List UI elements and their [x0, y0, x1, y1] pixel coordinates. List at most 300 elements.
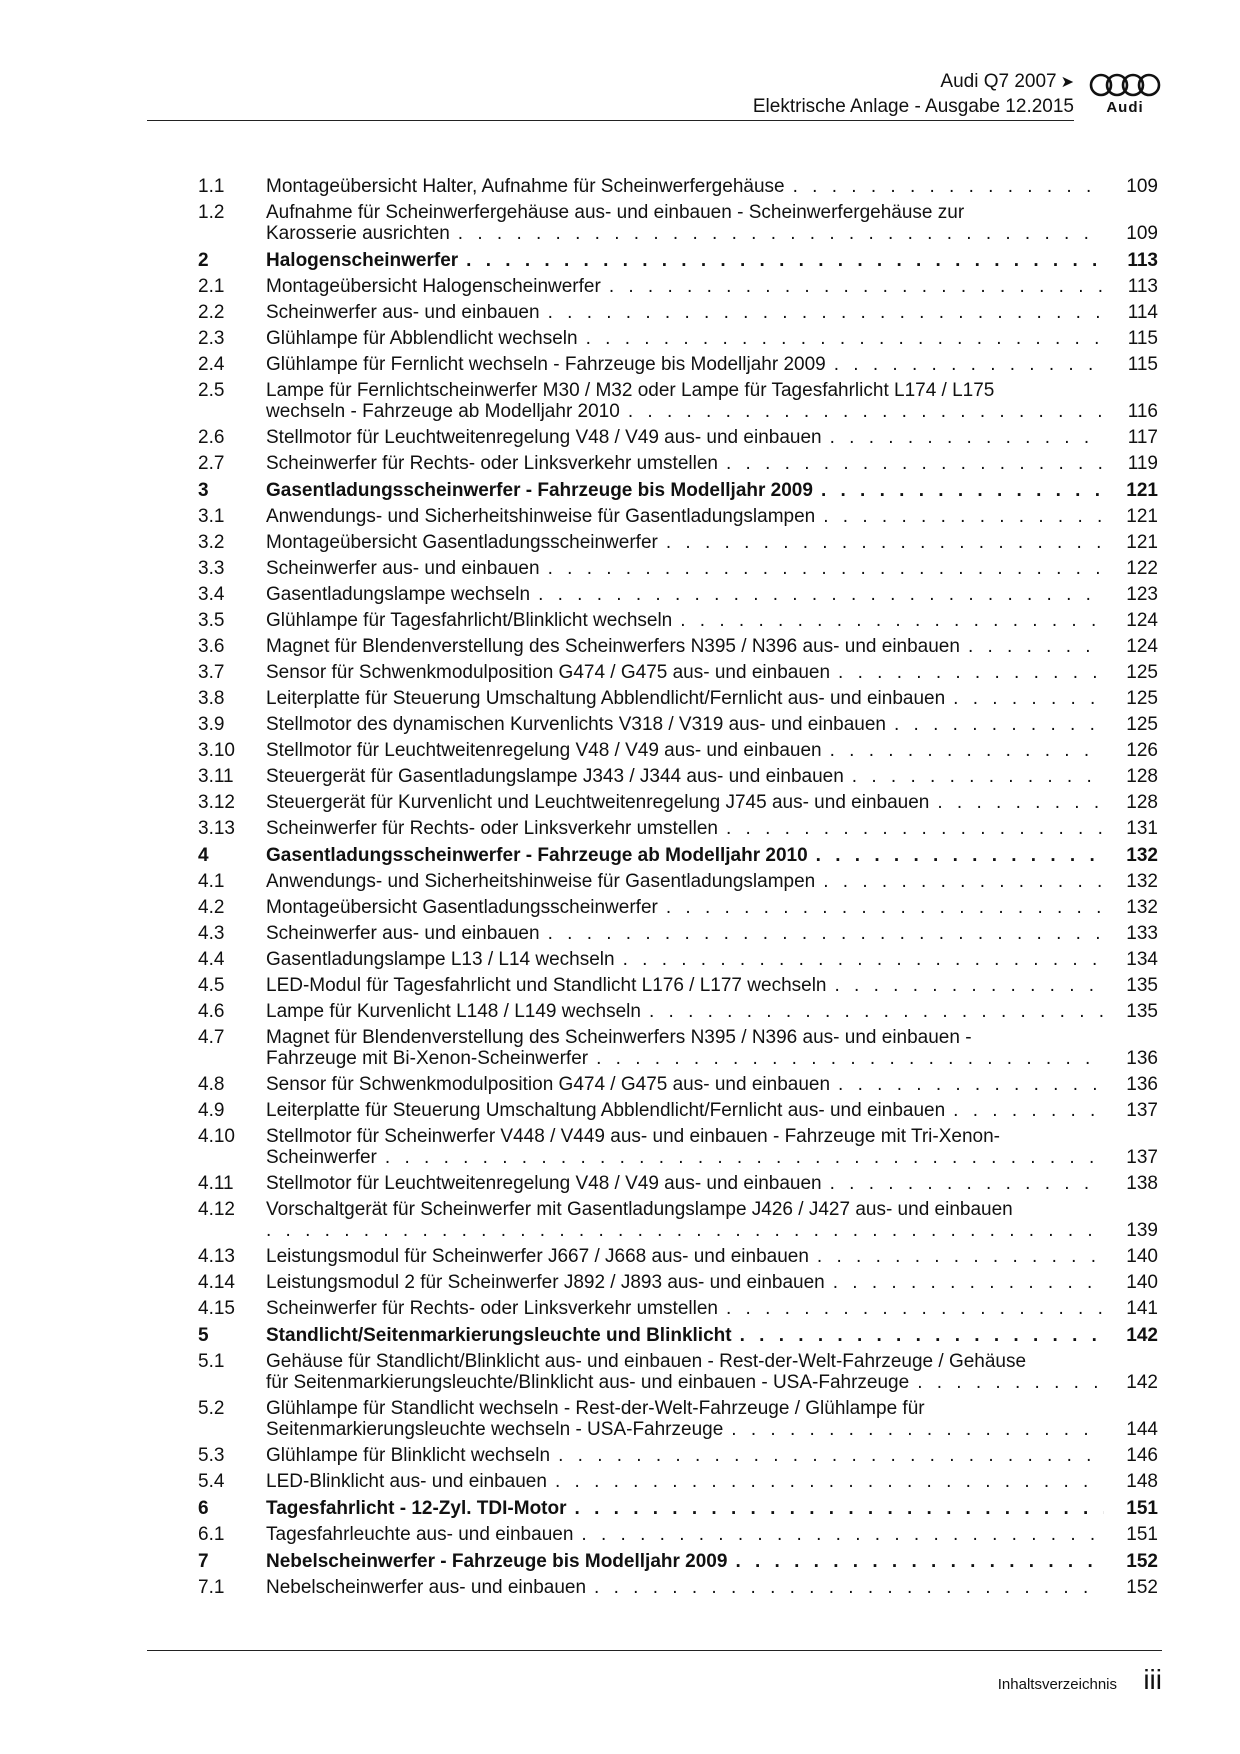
- toc-entry[interactable]: [198, 662, 1158, 683]
- toc-entry-title: Nebelscheinwerfer - Fahrzeuge bis Modelljahr 2009: [266, 1551, 728, 1572]
- toc-dot-leader: [548, 558, 1104, 579]
- toc-entry-title: Standlicht/Seitenmarkierungsleuchte und Blinklicht: [266, 1325, 732, 1346]
- toc-entry-line: [266, 1048, 1110, 1069]
- toc-entry-number: 4.9: [198, 1100, 225, 1121]
- toc-entry-line: [266, 328, 1110, 349]
- toc-entry-body: [266, 845, 1110, 866]
- toc-entry-title: Gasentladungsscheinwerfer - Fahrzeuge ab Modelljahr 2010: [266, 845, 808, 866]
- toc-entry-body: [266, 818, 1110, 839]
- audi-logo: [1088, 73, 1162, 116]
- toc-entry-number: 4.5: [198, 975, 225, 996]
- toc-dot-leader: [726, 818, 1104, 839]
- toc-dot-leader: [666, 897, 1104, 918]
- toc-entry-title: Scheinwerfer für Rechts- oder Linksverkehr umstellen: [266, 1298, 718, 1319]
- toc-page-number: 124: [1126, 610, 1158, 631]
- toc-page-number: 123: [1126, 584, 1158, 605]
- toc-page-number: 139: [1126, 1220, 1158, 1241]
- toc-entry[interactable]: [198, 975, 1158, 996]
- toc-entry[interactable]: [198, 1173, 1158, 1194]
- toc-entry-title: Anwendungs- und Sicherheitshinweise für Gasentladungslampen: [266, 506, 816, 527]
- toc-dot-leader: [816, 845, 1104, 866]
- toc-entry[interactable]: [198, 276, 1158, 297]
- toc-entry-body: [266, 1126, 1110, 1168]
- toc-entry-line: [266, 688, 1110, 709]
- toc-page-number: 113: [1127, 250, 1158, 271]
- toc-entry-title: Sensor für Schwenkmodulposition G474 / G475 aus- und einbauen: [266, 1074, 831, 1095]
- footer-divider: [147, 1650, 1162, 1651]
- toc-entry-body: [266, 923, 1110, 944]
- toc-entry-line: [266, 1272, 1110, 1293]
- toc-entry-title: Scheinwerfer: [266, 1147, 377, 1168]
- toc-entry[interactable]: [198, 506, 1158, 527]
- toc-entry[interactable]: [198, 792, 1158, 813]
- toc-page-number: 128: [1126, 792, 1158, 813]
- toc-entry-number: 4.10: [198, 1126, 235, 1147]
- toc-entry-number: 3.3: [198, 558, 225, 579]
- toc-entry[interactable]: [198, 871, 1158, 892]
- toc-entry-number: 3.12: [198, 792, 235, 813]
- toc-page-number: 113: [1127, 276, 1158, 297]
- toc-entry-title: Montageübersicht Halogenscheinwerfer: [266, 276, 601, 297]
- toc-entry-number: 1.1: [198, 176, 225, 197]
- toc-entry[interactable]: [198, 740, 1158, 761]
- toc-entry-body: [266, 427, 1110, 448]
- toc-entry-body: [266, 1100, 1110, 1121]
- toc-dot-leader: [937, 792, 1104, 813]
- toc-chapter[interactable]: [198, 480, 1158, 501]
- toc-page-number: 135: [1126, 1001, 1158, 1022]
- toc-entry[interactable]: [198, 1445, 1158, 1466]
- toc-entry-line: [266, 975, 1110, 996]
- toc-entry-body: [266, 1001, 1110, 1022]
- toc-entry-title: Leistungsmodul für Scheinwerfer J667 / J668 aus- und einbauen: [266, 1246, 809, 1267]
- header-subtitle: Elektrische Anlage - Ausgabe 12.2015: [752, 96, 1074, 117]
- toc-entry-line: [266, 1100, 1110, 1121]
- toc-entry-title: LED-Modul für Tagesfahrlicht und Standlicht L176 / L177 wechseln: [266, 975, 827, 996]
- toc-entry-number: 2.6: [198, 427, 225, 448]
- toc-entry-number: 3.4: [198, 584, 225, 605]
- toc-dot-leader: [953, 688, 1104, 709]
- toc-page-number: 115: [1127, 354, 1158, 375]
- toc-entry-title: Steuergerät für Kurvenlicht und Leuchtweitenregelung J745 aus- und einbauen: [266, 792, 930, 813]
- toc-entry-title-first-line: Gehäuse für Standlicht/Blinklicht aus- und einbauen - Rest-der-Welt-Fahrzeuge / Gehäuse: [266, 1351, 1027, 1372]
- toc-dot-leader: [726, 1298, 1104, 1319]
- toc-entry[interactable]: [198, 1100, 1158, 1121]
- toc-dot-leader: [581, 1524, 1104, 1545]
- toc-entry-number: 4.6: [198, 1001, 225, 1022]
- toc-entry[interactable]: [198, 302, 1158, 323]
- toc-entry-number: 4.13: [198, 1246, 235, 1267]
- toc-entry-number: 4.11: [198, 1173, 234, 1194]
- toc-entry-title: Anwendungs- und Sicherheitshinweise für Gasentladungslampen: [266, 871, 816, 892]
- toc-entry-body: [266, 714, 1110, 735]
- toc-entry-body: [266, 1398, 1110, 1440]
- toc-entry-title: Tagesfahrlicht - 12-Zyl. TDI-Motor: [266, 1498, 567, 1519]
- toc-entry[interactable]: [198, 610, 1158, 631]
- toc-entry-line: [266, 354, 1110, 375]
- toc-dot-leader: [833, 1272, 1104, 1293]
- toc-page-number: 114: [1127, 302, 1158, 323]
- toc-page-number: 148: [1126, 1471, 1158, 1492]
- toc-dot-leader: [823, 871, 1104, 892]
- toc-entry-title: Magnet für Blendenverstellung des Scheinwerfers N395 / N396 aus- und einbauen: [266, 636, 960, 657]
- toc-page-number: 140: [1126, 1246, 1158, 1267]
- toc-entry-body: [266, 897, 1110, 918]
- toc-dot-leader: [558, 1445, 1104, 1466]
- toc-entry-number: 4.2: [198, 897, 225, 918]
- toc-entry[interactable]: [198, 1126, 1158, 1168]
- toc-entry-line: [266, 714, 1110, 735]
- toc-entry-number: 5: [198, 1325, 209, 1346]
- toc-entry-title: Steuergerät für Gasentladungslampe J343 / J344 aus- und einbauen: [266, 766, 844, 787]
- toc-entry-line: [266, 532, 1110, 553]
- toc-entry-body: [266, 1325, 1110, 1346]
- toc-entry[interactable]: [198, 1298, 1158, 1319]
- toc-dot-leader: [466, 250, 1104, 271]
- toc-entry-body: [266, 871, 1110, 892]
- toc-page-number: 134: [1126, 949, 1158, 970]
- header-text: [753, 70, 1074, 119]
- toc-entry[interactable]: [198, 1027, 1158, 1069]
- toc-page-number: 137: [1126, 1147, 1158, 1168]
- toc-dot-leader: [740, 1325, 1104, 1346]
- toc-entry-number: 3.13: [198, 818, 235, 839]
- toc-dot-leader: [968, 636, 1104, 657]
- toc-page-number: 144: [1126, 1419, 1158, 1440]
- toc-entry-title: Scheinwerfer aus- und einbauen: [266, 923, 540, 944]
- toc-page-number: 121: [1126, 532, 1158, 553]
- toc-dot-leader: [731, 1419, 1104, 1440]
- toc-entry-body: [266, 662, 1110, 683]
- toc-entry[interactable]: [198, 1351, 1158, 1393]
- toc-dot-leader: [821, 480, 1104, 501]
- toc-entry-title: Lampe für Kurvenlicht L148 / L149 wechseln: [266, 1001, 641, 1022]
- toc-entry-title: Montageübersicht Gasentladungsscheinwerfer: [266, 897, 658, 918]
- toc-entry[interactable]: [198, 328, 1158, 349]
- toc-entry-line: [266, 845, 1110, 866]
- toc-entry-body: [266, 506, 1110, 527]
- header-divider: [147, 120, 1074, 121]
- toc-entry-title: Karosserie ausrichten: [266, 223, 450, 244]
- toc-entry-body: [266, 1246, 1110, 1267]
- toc-entry-line: [266, 923, 1110, 944]
- toc-entry-title: Montageübersicht Halter, Aufnahme für Scheinwerfergehäuse: [266, 176, 785, 197]
- toc-entry[interactable]: [198, 1246, 1158, 1267]
- toc-entry-number: 4.14: [198, 1272, 235, 1293]
- toc-page-number: 125: [1126, 688, 1158, 709]
- toc-entry-line: [266, 1419, 1110, 1440]
- toc-entry-number: 3.9: [198, 714, 225, 735]
- toc-page-number: 121: [1126, 480, 1158, 501]
- toc-entry-line: [266, 558, 1110, 579]
- toc-entry-line: [266, 1372, 1110, 1393]
- toc-entry[interactable]: [198, 1001, 1158, 1022]
- toc-entry-line: [266, 1246, 1110, 1267]
- toc-entry-line: [266, 1577, 1110, 1598]
- toc-entry-line: [266, 740, 1110, 761]
- toc-entry-title: Halogenscheinwerfer: [266, 250, 459, 271]
- toc-entry-number: 4.15: [198, 1298, 235, 1319]
- toc-entry-body: [266, 610, 1110, 631]
- toc-page-number: 142: [1126, 1372, 1158, 1393]
- toc-entry[interactable]: [198, 949, 1158, 970]
- toc-entry-number: 3.7: [198, 662, 225, 683]
- toc-dot-leader: [852, 766, 1104, 787]
- toc-entry[interactable]: [198, 532, 1158, 553]
- toc-entry-title-first-line: Magnet für Blendenverstellung des Scheinwerfers N395 / N396 aus- und einbauen -: [266, 1027, 972, 1048]
- toc-dot-leader: [548, 923, 1104, 944]
- toc-entry-title: LED-Blinklicht aus- und einbauen: [266, 1471, 547, 1492]
- toc-entry[interactable]: [198, 636, 1158, 657]
- toc-dot-leader: [538, 584, 1104, 605]
- toc-entry-line: [266, 1220, 1110, 1241]
- toc-entry-title: Stellmotor für Leuchtweitenregelung V48 / V49 aus- und einbauen: [266, 740, 822, 761]
- toc-entry-title-first-line: Vorschaltgerät für Scheinwerfer mit Gasentladungslampe J426 / J427 aus- und einbauen: [266, 1199, 1013, 1220]
- toc-entry[interactable]: [198, 1199, 1158, 1241]
- toc-dot-leader: [594, 1577, 1104, 1598]
- toc-entry[interactable]: [198, 1074, 1158, 1095]
- header-model: Audi Q7 2007: [940, 71, 1057, 92]
- toc-entry-body: [266, 250, 1110, 271]
- toc-entry-title: Scheinwerfer für Rechts- oder Linksverkehr umstellen: [266, 818, 718, 839]
- toc-entry-line: [266, 427, 1110, 448]
- toc-dot-leader: [649, 1001, 1104, 1022]
- toc-page-number: 125: [1126, 662, 1158, 683]
- toc-entry-line: [266, 1445, 1110, 1466]
- toc-entry-body: [266, 766, 1110, 787]
- toc-entry-body: [266, 1471, 1110, 1492]
- toc-page-number: 109: [1126, 176, 1158, 197]
- toc-entry[interactable]: [198, 558, 1158, 579]
- toc-page-number: 136: [1126, 1074, 1158, 1095]
- toc-dot-leader: [385, 1147, 1104, 1168]
- toc-entry-title: Scheinwerfer aus- und einbauen: [266, 302, 540, 323]
- toc-entry-title: Leiterplatte für Steuerung Umschaltung Abblendlicht/Fernlicht aus- und einbauen: [266, 1100, 946, 1121]
- toc-page-number: 140: [1126, 1272, 1158, 1293]
- toc-entry-number: 4.7: [198, 1027, 225, 1048]
- toc-entry-body: [266, 975, 1110, 996]
- toc-entry[interactable]: [198, 176, 1158, 197]
- toc-entry-body: [266, 1298, 1110, 1319]
- toc-entry-line: [266, 792, 1110, 813]
- toc-dot-leader: [917, 1372, 1104, 1393]
- toc-entry-title: Stellmotor für Leuchtweitenregelung V48 / V49 aus- und einbauen: [266, 1173, 822, 1194]
- toc-dot-leader: [609, 276, 1104, 297]
- toc-entry-line: [266, 276, 1110, 297]
- toc-chapter[interactable]: [198, 250, 1158, 271]
- toc-entry-line: [266, 1001, 1110, 1022]
- toc-entry-number: 7: [198, 1551, 209, 1572]
- toc-entry-line: [266, 1551, 1110, 1572]
- toc-dot-leader: [817, 1246, 1104, 1267]
- toc-entry-line: [266, 949, 1110, 970]
- toc-entry-title: Stellmotor für Leuchtweitenregelung V48 / V49 aus- und einbauen: [266, 427, 822, 448]
- toc-entry-title: Gasentladungslampe wechseln: [266, 584, 531, 605]
- toc-dot-leader: [628, 401, 1104, 422]
- toc-page-number: 128: [1126, 766, 1158, 787]
- toc-page-number: 117: [1127, 427, 1158, 448]
- toc-page-number: 151: [1126, 1498, 1158, 1519]
- toc-dot-leader: [575, 1498, 1104, 1519]
- toc-entry[interactable]: [198, 688, 1158, 709]
- toc-entry-number: 3.5: [198, 610, 225, 631]
- toc-entry[interactable]: [198, 427, 1158, 448]
- arrow-right-icon: ➤: [1060, 74, 1074, 91]
- toc-entry[interactable]: [198, 1577, 1158, 1598]
- toc-dot-leader: [548, 302, 1104, 323]
- toc-entry-body: [266, 453, 1110, 474]
- toc-dot-leader: [830, 427, 1104, 448]
- toc-entry-title: Fahrzeuge mit Bi-Xenon-Scheinwerfer: [266, 1048, 589, 1069]
- toc-entry[interactable]: [198, 202, 1158, 244]
- toc-dot-leader: [953, 1100, 1104, 1121]
- audi-wordmark: Audi: [1106, 99, 1144, 116]
- toc-entry[interactable]: [198, 1398, 1158, 1440]
- toc-entry[interactable]: [198, 897, 1158, 918]
- toc-page-number: 121: [1126, 506, 1158, 527]
- toc-entry[interactable]: [198, 923, 1158, 944]
- toc-entry[interactable]: [198, 818, 1158, 839]
- toc-entry-body: [266, 328, 1110, 349]
- toc-entry-number: 7.1: [198, 1577, 225, 1598]
- toc-page-number: 109: [1126, 223, 1158, 244]
- toc-entry[interactable]: [198, 380, 1158, 422]
- toc-entry-title: Sensor für Schwenkmodulposition G474 / G475 aus- und einbauen: [266, 662, 831, 683]
- toc-entry-body: [266, 636, 1110, 657]
- toc-entry-number: 3: [198, 480, 209, 501]
- toc-entry-line: [266, 401, 1110, 422]
- toc-entry-line: [266, 1173, 1110, 1194]
- toc-dot-leader: [894, 714, 1104, 735]
- toc-page-number: 131: [1126, 818, 1158, 839]
- toc-entry-number: 5.3: [198, 1445, 225, 1466]
- toc-entry[interactable]: [198, 1524, 1158, 1545]
- toc-entry-number: 6.1: [198, 1524, 225, 1545]
- toc-entry-body: [266, 1577, 1110, 1598]
- toc-entry-number: 4.12: [198, 1199, 235, 1220]
- toc-entry-title: Gasentladungsscheinwerfer - Fahrzeuge bis Modelljahr 2009: [266, 480, 813, 501]
- toc-entry-line: [266, 636, 1110, 657]
- toc-entry-title-first-line: Stellmotor für Scheinwerfer V448 / V449 aus- und einbauen - Fahrzeuge mit Tri-Xenon-: [266, 1126, 1000, 1147]
- toc-entry[interactable]: [198, 714, 1158, 735]
- toc-entry-title: Tagesfahrleuchte aus- und einbauen: [266, 1524, 574, 1545]
- toc-entry[interactable]: [198, 584, 1158, 605]
- toc-entry[interactable]: [198, 766, 1158, 787]
- toc-entry-body: [266, 558, 1110, 579]
- toc-entry-line: [266, 1471, 1110, 1492]
- toc-entry-number: 2.7: [198, 453, 225, 474]
- toc-entry-body: [266, 792, 1110, 813]
- toc-chapter[interactable]: [198, 1325, 1158, 1346]
- toc-dot-leader: [793, 176, 1104, 197]
- toc-entry-title: Montageübersicht Gasentladungsscheinwerfer: [266, 532, 658, 553]
- toc-entry[interactable]: [198, 1471, 1158, 1492]
- toc-entry[interactable]: [198, 453, 1158, 474]
- toc-entry-title: Leistungsmodul 2 für Scheinwerfer J892 / J893 aus- und einbauen: [266, 1272, 825, 1293]
- toc-page-number: 132: [1126, 871, 1158, 892]
- toc-entry-body: [266, 1074, 1110, 1095]
- footer-section-title: Inhaltsverzeichnis: [997, 1676, 1117, 1693]
- toc-dot-leader: [266, 1220, 1104, 1241]
- toc-entry-number: 3.1: [198, 506, 225, 527]
- toc-dot-leader: [596, 1048, 1104, 1069]
- toc-entry-title: Leiterplatte für Steuerung Umschaltung Abblendlicht/Fernlicht aus- und einbauen: [266, 688, 946, 709]
- toc-page-number: 137: [1126, 1100, 1158, 1121]
- toc-dot-leader: [680, 610, 1104, 631]
- toc-entry-line: [266, 584, 1110, 605]
- toc-chapter[interactable]: [198, 1498, 1158, 1519]
- toc-entry-line: [266, 506, 1110, 527]
- toc-dot-leader: [666, 532, 1104, 553]
- toc-entry-line: [266, 1298, 1110, 1319]
- toc-entry-number: 5.1: [198, 1351, 225, 1372]
- toc-entry[interactable]: [198, 354, 1158, 375]
- toc-entry-number: 4.3: [198, 923, 225, 944]
- toc-page-number: 152: [1126, 1577, 1158, 1598]
- toc-entry-title: Nebelscheinwerfer aus- und einbauen: [266, 1577, 587, 1598]
- toc-entry-body: [266, 380, 1110, 422]
- toc-entry-body: [266, 949, 1110, 970]
- toc-entry-title: Scheinwerfer aus- und einbauen: [266, 558, 540, 579]
- toc-entry-line: [266, 1524, 1110, 1545]
- toc-entry-line: [266, 610, 1110, 631]
- toc-entry-body: [266, 1199, 1110, 1241]
- toc-entry-number: 2.1: [198, 276, 225, 297]
- page-header: [147, 70, 1162, 122]
- toc-dot-leader: [623, 949, 1104, 970]
- toc-entry-title-first-line: Lampe für Fernlichtscheinwerfer M30 / M32 oder Lampe für Tagesfahrlicht L174 / L175: [266, 380, 995, 401]
- toc-entry-line: [266, 223, 1110, 244]
- toc-entry-body: [266, 1445, 1110, 1466]
- toc-entry-number: 3.6: [198, 636, 225, 657]
- audi-rings-icon: [1088, 73, 1162, 97]
- toc-entry-line: [266, 250, 1110, 271]
- toc-page-number: 132: [1126, 897, 1158, 918]
- toc-page-number: 124: [1126, 636, 1158, 657]
- toc-page-number: 116: [1127, 401, 1158, 422]
- toc-dot-leader: [823, 506, 1104, 527]
- toc-entry-title: Gasentladungslampe L13 / L14 wechseln: [266, 949, 615, 970]
- toc-entry-title: Glühlampe für Abblendlicht wechseln: [266, 328, 578, 349]
- toc-entry-line: [266, 480, 1110, 501]
- toc-entry-body: [266, 688, 1110, 709]
- toc-page-number: 152: [1126, 1551, 1158, 1572]
- toc-dot-leader: [834, 354, 1104, 375]
- toc-page-number: 141: [1126, 1298, 1158, 1319]
- toc-chapter[interactable]: [198, 845, 1158, 866]
- toc-entry-body: [266, 740, 1110, 761]
- toc-chapter[interactable]: [198, 1551, 1158, 1572]
- toc-entry-title: wechseln - Fahrzeuge ab Modelljahr 2010: [266, 401, 620, 422]
- toc-entry-line: [266, 662, 1110, 683]
- toc-entry-title: Seitenmarkierungsleuchte wechseln - USA-Fahrzeuge: [266, 1419, 724, 1440]
- toc-entry-number: 5.4: [198, 1471, 225, 1492]
- toc-page-number: 115: [1127, 328, 1158, 349]
- toc-entry-line: [266, 1498, 1110, 1519]
- toc-entry-number: 4.4: [198, 949, 225, 970]
- toc-dot-leader: [830, 1173, 1104, 1194]
- toc-page-number: 133: [1126, 923, 1158, 944]
- toc-entry[interactable]: [198, 1272, 1158, 1293]
- footer-page-number: iii: [1143, 1664, 1162, 1695]
- toc-dot-leader: [586, 328, 1104, 349]
- toc-dot-leader: [726, 453, 1104, 474]
- toc-entry-number: 2.5: [198, 380, 225, 401]
- toc-entry-number: 3.11: [198, 766, 234, 787]
- toc-entry-number: 2.2: [198, 302, 225, 323]
- toc-page-number: 138: [1126, 1173, 1158, 1194]
- toc-page-number: 151: [1126, 1524, 1158, 1545]
